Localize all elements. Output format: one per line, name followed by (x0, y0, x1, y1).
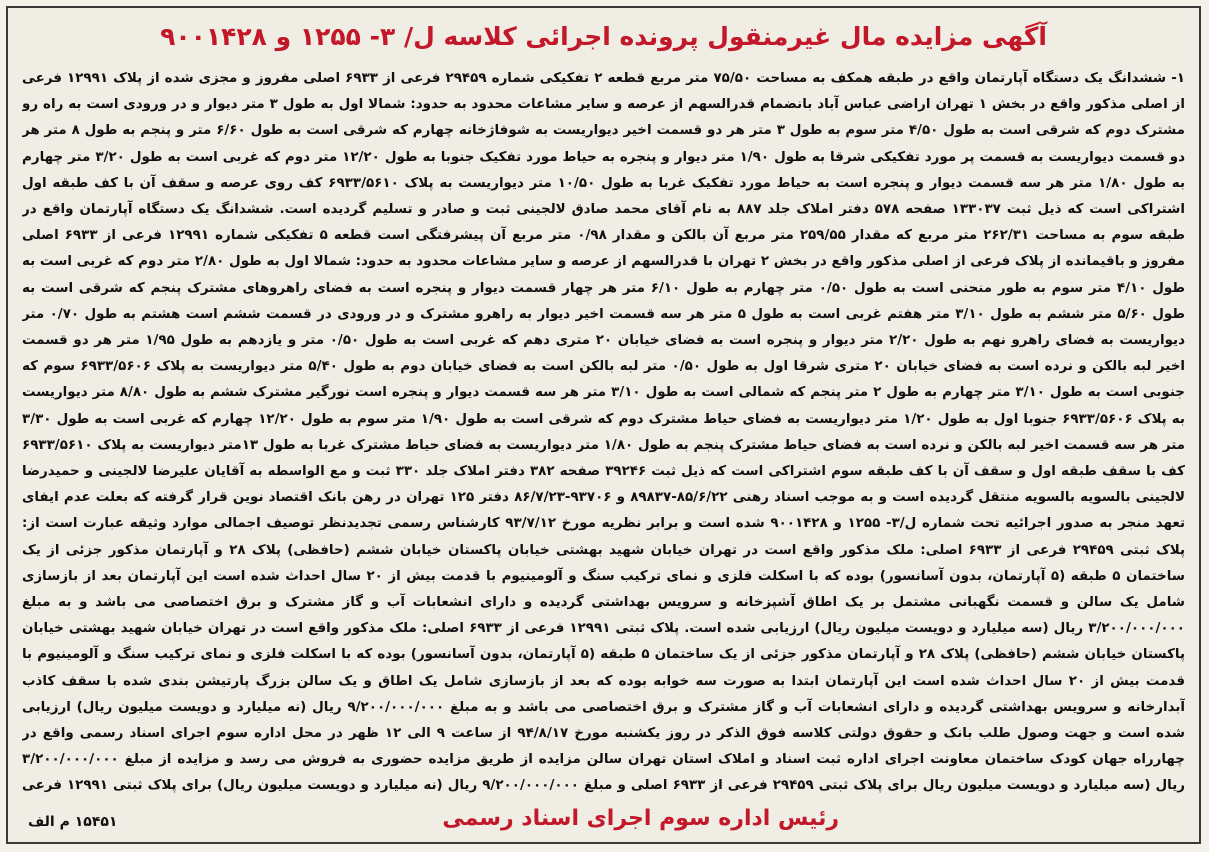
notice-title: آگهی مزایده مال غیرمنقول پرونده اجرائی کلاسه ل/ ۳- ۱۲۵۵ و ۹۰۰۱۴۲۸ (160, 22, 1047, 51)
signature-line: رئیس اداره سوم اجرای اسناد رسمی (442, 806, 839, 831)
notice-body: ۱- ششدانگ یک دستگاه آپارتمان واقع در طبقه همکف به مساحت ۷۵/۵۰ متر مربع قطعه ۲ تفکیکی شماره ۲۹۴۵۹ فرعی از ۶۹۳۳ اصلی مفروز و مجزی شده از پلاک ۱۲۹۹۱ فرعی از اصلی مذکور واقع در بخش ۱ تهران اراضی عباس آباد بانضمام قدرالسهم از عرصه و سایر مشاعات محدود به حدود: شمالا اول به طول ۳ متر دیوار و در ورودی است به راه رو مشترک دوم که شرقی است به طول ۴/۵۰ متر سوم به طول ۳ متر هر دو قسمت اخیر دیواریست به شوفاژخانه چهارم که شرقی است به طول ۶/۶۰ متر و پنجم به طول ۸ متر هر دو قسمت دیواریست به قسمت پر مورد تفکیکی شرقا به طول ۱/۹۰ متر دیوار و پنجره به حیاط مورد تفکیک جنوبا به طول ۱۲/۲۰ متر دوم که غربی است به طول ۳/۲۰ متر چهارم به طول ۱/۸۰ متر هر سه قسمت دیوار و پنجره است به حیاط مورد تفکیک غربا به طول ۱۰/۵۰ متر دیواریست به پلاک ۶۹۳۳/۵۶۱۰ کف روی عرصه و سقف آن با کف طبقه اول اشتراکی است که ذیل ثبت ۱۳۳۰۳۷ صفحه ۵۷۸ دفتر املاک جلد ۸۸۷ به نام آقای محمد صادق لالجینی ثبت و صادر و تسلیم گردیده است. ششدانگ یک دستگاه آپارتمان واقع در طبقه سوم به مساحت ۲۶۲/۳۱ متر مربع که مقدار ۲۵۹/۵۵ متر مربع آن بالکن و مقدار ۰/۹۸ متر مربع آن پیشرفتگی است قطعه ۵ تفکیکی شماره ۱۲۹۹۱ فرعی از ۶۹۳۳ اصلی مفروز و باقیمانده از پلاک فرعی از اصلی مذکور واقع در بخش ۲ تهران با قدرالسهم از عرصه و سایر مشاعات محدود به حدود: شمالا اول به طول ۲/۸۰ متر دوم که غربی است به طول ۴/۱۰ متر سوم به طور منحنی است به طول ۰/۵۰ متر چهارم به طول ۶/۱۰ متر هر چهار قسمت دیوار و پنجره است به فضای راهروهای مشترک پنجم که شرقی است به طول ۵/۶۰ متر ششم به طول ۳/۱۰ متر هفتم غربی است به طول ۵ متر هر سه قسمت اخیر دیوار به راهرو مشترک و در ورودی در قسمت ششم است هشتم به طول ۰/۷۰ متر دیواریست به فضای راهرو نهم به طول ۲/۲۰ متر دیوار و پنجره است به فضای خیابان ۲۰ متری دهم که غربی است به طول ۰/۵۰ متر و یازدهم به طول ۱/۹۵ متر هر دو قسمت اخیر لبه بالکن و نرده است به فضای خیابان ۲۰ متری شرقا اول به طول ۰/۵۰ متر لبه بالکن است به فضای خیابان دوم به طول ۵/۴۰ متر دیواریست به پلاک ۶۹۳۳/۵۶۰۶ سوم که جنوبی است به طول ۳/۱۰ متر چهارم به طول ۲ متر پنجم که شمالی است به طول ۳/۱۰ متر هر سه قسمت دیوار و پنجره است نورگیر مشترک ششم به طول ۸/۸۰ متر دیواریست به پلاک ۶۹۳۳/۵۶۰۶ جنوبا اول به طول ۱/۲۰ متر دیواریست به فضای حیاط مشترک دوم که شرقی است به طول ۱/۹۰ متر سوم به طول ۱۲/۲۰ چهارم که غربی است به طول ۳/۳۰ متر هر سه قسمت اخیر لبه بالکن و نرده است به فضای حیاط مشترک پنجم به طول ۱/۸۰ متر دیواریست به فضای حیاط مشترک غربا به طول ۱۳متر دیواریست به پلاک ۶۹۳۳/۵۶۱۰ کف با سقف طبقه اول و سقف آن با کف طبقه سوم اشتراکی است که ذیل ثبت ۳۹۲۴۶ صفحه ۳۸۲ دفتر املاک جلد ۳۳۰ ثبت و مع الواسطه به آقایان علیرضا لالجینی و حمیدرضا لالجینی بالسویه بالسویه منتقل گردیده است و به موجب اسناد رهنی ۸۵/۶/۲۲-۸۹۸۳۷ و ۹۳۷۰۶-۸۶/۷/۲۳ دفتر ۱۲۵ تهران در رهن بانک اقتصاد نوین قرار گرفته که بعلت عدم ایفای تعهد منجر به صدور اجرائیه تحت شماره ل/۳- ۱۲۵۵ و ۹۰۰۱۴۲۸ شده است و برابر نظریه مورخ ۹۳/۷/۱۲ کارشناس رسمی تجدیدنظر توصیف اجمالی موارد وثیقه عبارت است از: پلاک ثبتی ۲۹۴۵۹ فرعی از ۶۹۳۳ اصلی: ملک مذکور واقع است در تهران خیابان شهید بهشتی خیابان پاکستان خیابان ششم (حافظی) پلاک ۲۸ و آپارتمان مذکور جزئی از یک ساختمان ۵ طبقه (۵ آپارتمان، بدون آسانسور) بوده که با اسکلت فلزی و نمای ترکیب سنگ و آلومینیوم با قدمت بیش از ۲۰ سال احداث شده است این آپارتمان بعد از بازسازی شامل یک سالن و قسمت نگهبانی مشتمل بر یک اطاق آشپزخانه و سرویس بهداشتی گردیده و دارای انشعابات آب و گاز مشترک و برق اختصاصی می باشد و به مبلغ ۳/۲۰۰/۰۰۰/۰۰۰ ریال (سه میلیارد و دویست میلیون ریال) ارزیابی شده است. پلاک ثبتی ۱۲۹۹۱ فرعی از ۶۹۳۳ اصلی: ملک مذکور واقع است در تهران خیابان شهید بهشتی خیابان پاکستان خیابان ششم (حافظی) پلاک ۲۸ و آپارتمان مذکور جزئی از یک ساختمان ۵ طبقه (۵ آپارتمان، بدون آسانسور) بوده که با اسکلت فلزی و نمای ترکیب سنگ و آلومینیوم با قدمت بیش از ۲۰ سال احداث شده است این آپارتمان ابتدا به صورت سه خوابه بوده که بعد از بازسازی شامل یک اطاق و یک سالن بزرگ پارتیشن بندی شده با سقف کاذب آبدارخانه و سرویس بهداشتی گردیده و دارای انشعابات آب و گاز مشترک و برق اختصاصی می باشد و به مبلغ ۹/۲۰۰/۰۰۰/۰۰۰ ریال (نه میلیارد و دویست میلیون ریال) ارزیابی شده است و جهت وصول طلب بانک و حقوق دولتی کلاسه فوق الذکر در روز یکشنبه مورخ ۹۴/۸/۱۷ از ساعت ۹ الی ۱۲ ظهر در محل اداره سوم اجرای اسناد رسمی واقع در چهارراه جهان کودک ساختمان معاونت اجرای اداره ثبت اسناد و املاک استان تهران سالن مزایده از طریق مزایده حضوری به فروش می رسد و مزایده از مبلغ ۳/۲۰۰/۰۰۰/۰۰۰ ریال (سه میلیارد و دویست میلیون ریال برای پلاک ثبتی ۲۹۴۵۹ فرعی از ۶۹۳۳ اصلی و مبلغ ۹/۲۰۰/۰۰۰/۰۰۰ ریال (نه میلیارد و دویست میلیون ریال) برای پلاک ثبتی ۱۲۹۹۱ فرعی (22, 71, 1185, 794)
notice-frame (6, 6, 1201, 844)
reference-code: ۱۵۴۵۱ م الف (28, 814, 118, 830)
